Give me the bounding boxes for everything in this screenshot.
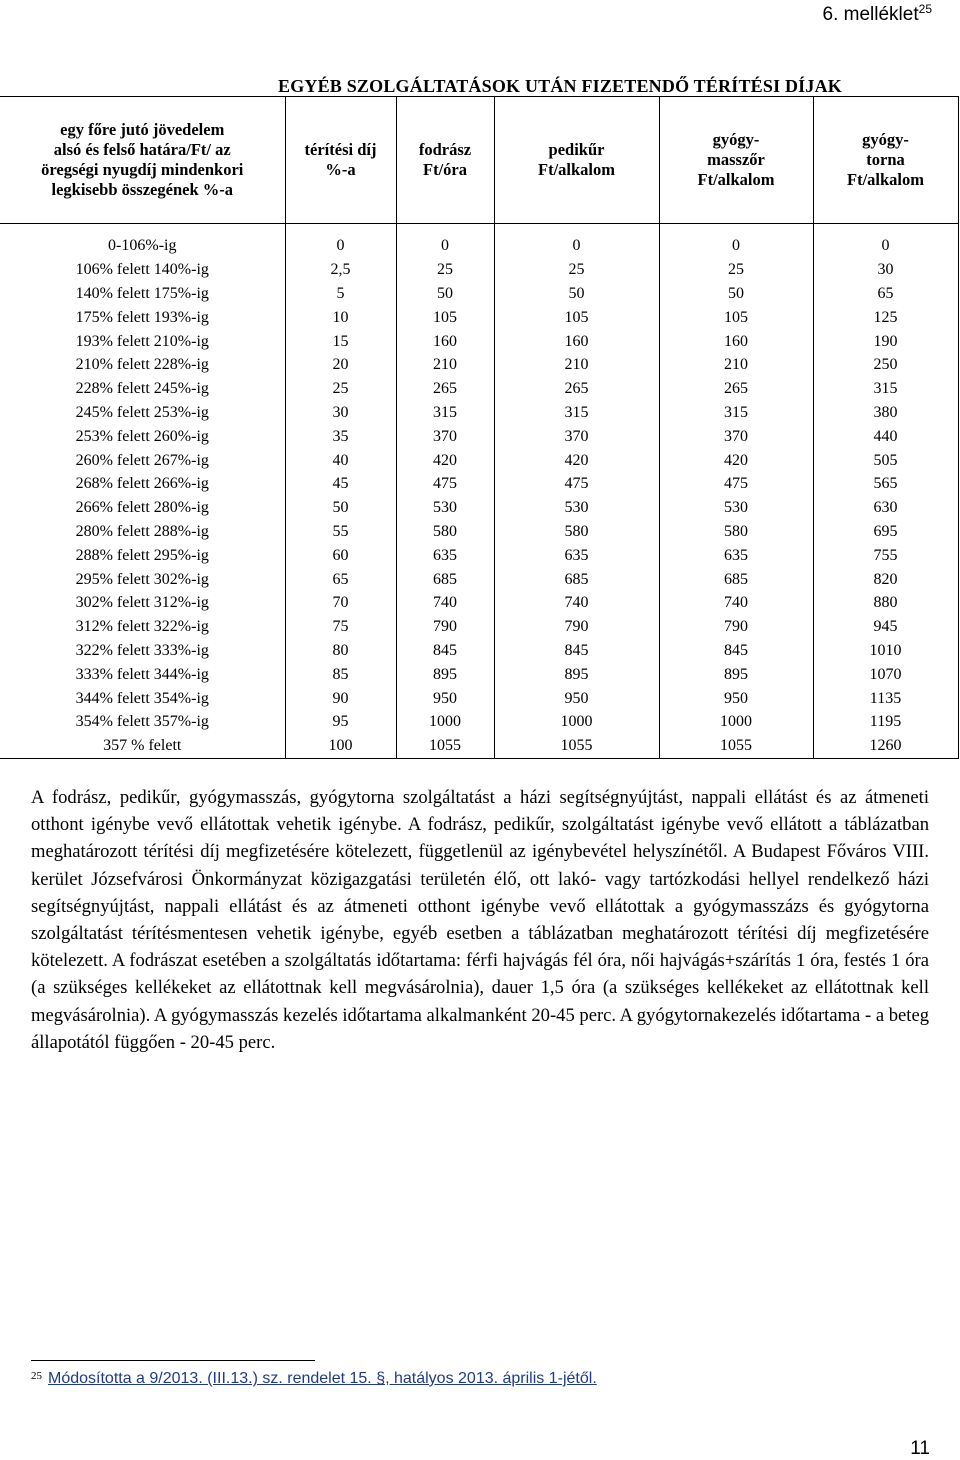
income-range-cell: 312% felett 322%-ig [0, 615, 285, 639]
fee-cell: 530 [396, 496, 494, 520]
fee-cell: 35 [285, 424, 396, 448]
fee-cell: 740 [659, 591, 813, 615]
fee-cell: 635 [659, 543, 813, 567]
fee-cell: 630 [813, 496, 958, 520]
income-range-cell: 228% felett 245%-ig [0, 377, 285, 401]
fee-cell: 210 [396, 353, 494, 377]
header-hairdresser [396, 97, 494, 224]
header-line: öregségi nyugdíj mindenkori [41, 160, 244, 179]
fee-cell: 265 [396, 377, 494, 401]
fee-cell: 895 [396, 662, 494, 686]
fee-cell: 950 [396, 686, 494, 710]
income-range-cell: 266% felett 280%-ig [0, 496, 285, 520]
fee-cell: 60 [285, 543, 396, 567]
fee-cell: 45 [285, 472, 396, 496]
fee-cell: 845 [494, 639, 659, 663]
fee-cell: 565 [813, 472, 958, 496]
header-line: legkisebb összegének %-a [51, 180, 233, 199]
page-number: 11 [910, 1438, 930, 1459]
fee-cell: 895 [659, 662, 813, 686]
income-range-cell: 253% felett 260%-ig [0, 424, 285, 448]
table-row [0, 258, 958, 282]
table-row [0, 353, 958, 377]
fee-cell: 580 [494, 520, 659, 544]
fee-cell: 790 [396, 615, 494, 639]
header-line: torna [866, 150, 905, 169]
fee-cell: 25 [659, 258, 813, 282]
fee-cell: 475 [396, 472, 494, 496]
spacer-cell [396, 224, 494, 235]
fee-cell: 755 [813, 543, 958, 567]
fee-cell: 475 [659, 472, 813, 496]
table-row [0, 734, 958, 758]
fee-cell: 1000 [494, 710, 659, 734]
income-range-cell: 354% felett 357%-ig [0, 710, 285, 734]
fee-cell: 50 [494, 282, 659, 306]
fee-cell: 5 [285, 282, 396, 306]
fee-cell: 105 [494, 305, 659, 329]
fee-cell: 0 [813, 234, 958, 258]
header-line: Ft/alkalom [847, 170, 924, 189]
fee-cell: 50 [396, 282, 494, 306]
header-income-range [0, 97, 285, 224]
fee-cell: 75 [285, 615, 396, 639]
income-range-cell: 106% felett 140%-ig [0, 258, 285, 282]
fee-cell: 950 [659, 686, 813, 710]
fee-cell: 0 [285, 234, 396, 258]
table-row [0, 329, 958, 353]
table-row [0, 234, 958, 258]
fee-cell: 0 [494, 234, 659, 258]
fee-cell: 695 [813, 520, 958, 544]
annex-label-text: 6. melléklet [822, 4, 919, 25]
spacer-cell [0, 224, 285, 235]
table-row [0, 472, 958, 496]
table-row [0, 377, 958, 401]
header-line: Ft/alkalom [538, 160, 615, 179]
fee-cell: 950 [494, 686, 659, 710]
footnote [31, 1370, 597, 1388]
fee-cell: 580 [396, 520, 494, 544]
header-line: alsó és felső határa/Ft/ az [53, 140, 231, 159]
fee-cell: 1000 [659, 710, 813, 734]
header-line: masszőr [707, 150, 765, 169]
footnote-text: Módosította a 9/2013. (III.13.) sz. rendelet 15. §, hatályos 2013. április 1-jétől. [48, 1370, 597, 1387]
table-title: EGYÉB SZOLGÁLTATÁSOK UTÁN FIZETENDŐ TÉRÍTÉSI DÍJAK [278, 76, 842, 96]
footnote-number: 25 [31, 1370, 42, 1382]
table-row [0, 496, 958, 520]
table-row [0, 543, 958, 567]
fee-cell: 190 [813, 329, 958, 353]
table-row [0, 401, 958, 425]
fee-cell: 105 [659, 305, 813, 329]
fee-cell: 0 [396, 234, 494, 258]
fee-cell: 65 [813, 282, 958, 306]
fee-cell: 685 [659, 567, 813, 591]
fee-cell: 30 [285, 401, 396, 425]
fee-cell: 945 [813, 615, 958, 639]
table-row [0, 448, 958, 472]
fee-cell: 790 [659, 615, 813, 639]
fee-cell: 1055 [396, 734, 494, 758]
table-body [0, 224, 958, 759]
spacer-cell [659, 224, 813, 235]
fee-cell: 1195 [813, 710, 958, 734]
fee-cell: 0 [659, 234, 813, 258]
table-row [0, 591, 958, 615]
fee-cell: 25 [285, 377, 396, 401]
income-range-cell: 175% felett 193%-ig [0, 305, 285, 329]
fee-cell: 1010 [813, 639, 958, 663]
spacer-cell [813, 224, 958, 235]
fee-cell: 315 [659, 401, 813, 425]
fee-cell: 530 [494, 496, 659, 520]
fee-cell: 580 [659, 520, 813, 544]
income-range-cell: 140% felett 175%-ig [0, 282, 285, 306]
fee-cell: 845 [396, 639, 494, 663]
fee-cell: 895 [494, 662, 659, 686]
table-row [0, 282, 958, 306]
header-line: fodrász [418, 140, 472, 159]
fee-cell: 30 [813, 258, 958, 282]
income-range-cell: 280% felett 288%-ig [0, 520, 285, 544]
fee-cell: 1135 [813, 686, 958, 710]
table-row [0, 662, 958, 686]
fee-cell: 10 [285, 305, 396, 329]
header-line: Ft/alkalom [697, 170, 775, 189]
fee-cell: 685 [494, 567, 659, 591]
fee-cell: 15 [285, 329, 396, 353]
fee-cell: 685 [396, 567, 494, 591]
header-line: %-a [325, 160, 356, 179]
table-row [0, 615, 958, 639]
income-range-cell: 302% felett 312%-ig [0, 591, 285, 615]
fee-cell: 420 [494, 448, 659, 472]
fee-cell: 315 [813, 377, 958, 401]
table-header-row [0, 97, 958, 224]
fee-cell: 635 [396, 543, 494, 567]
income-range-cell: 260% felett 267%-ig [0, 448, 285, 472]
fee-cell: 50 [285, 496, 396, 520]
table-row [0, 520, 958, 544]
fee-cell: 25 [494, 258, 659, 282]
income-range-cell: 0-106%-ig [0, 234, 285, 258]
fee-cell: 420 [396, 448, 494, 472]
income-range-cell: 295% felett 302%-ig [0, 567, 285, 591]
fee-cell: 210 [494, 353, 659, 377]
fee-cell: 505 [813, 448, 958, 472]
fee-cell: 530 [659, 496, 813, 520]
header-fee-percent [285, 97, 396, 224]
fee-cell: 1070 [813, 662, 958, 686]
fee-cell: 440 [813, 424, 958, 448]
fee-cell: 1260 [813, 734, 958, 758]
fee-cell: 25 [396, 258, 494, 282]
fee-cell: 210 [659, 353, 813, 377]
header-pedicure [494, 97, 659, 224]
fee-cell: 1055 [659, 734, 813, 758]
header-line: egy főre jutó jövedelem [60, 120, 225, 139]
header-line: pedikűr [548, 140, 605, 159]
fee-cell: 95 [285, 710, 396, 734]
fee-cell: 85 [285, 662, 396, 686]
income-range-cell: 288% felett 295%-ig [0, 543, 285, 567]
fee-cell: 790 [494, 615, 659, 639]
fee-cell: 125 [813, 305, 958, 329]
fee-cell: 315 [396, 401, 494, 425]
fee-cell: 820 [813, 567, 958, 591]
fee-cell: 740 [494, 591, 659, 615]
header-physiotherapy [813, 97, 958, 224]
annex-footnote-ref: 25 [918, 2, 932, 16]
fee-cell: 370 [659, 424, 813, 448]
header-line: térítési díj [304, 140, 377, 159]
fee-cell: 160 [396, 329, 494, 353]
fee-table [0, 96, 959, 759]
fee-cell: 160 [494, 329, 659, 353]
income-range-cell: 245% felett 253%-ig [0, 401, 285, 425]
fee-cell: 635 [494, 543, 659, 567]
table-spacer-row [0, 224, 958, 235]
fee-cell: 370 [494, 424, 659, 448]
fee-cell: 65 [285, 567, 396, 591]
fee-cell: 70 [285, 591, 396, 615]
fee-cell: 420 [659, 448, 813, 472]
table-row [0, 710, 958, 734]
fee-cell: 880 [813, 591, 958, 615]
fee-cell: 90 [285, 686, 396, 710]
fee-cell: 740 [396, 591, 494, 615]
header-massage [659, 97, 813, 224]
income-range-cell: 322% felett 333%-ig [0, 639, 285, 663]
fee-cell: 845 [659, 639, 813, 663]
income-range-cell: 357 % felett [0, 734, 285, 758]
annex-label [823, 4, 932, 26]
income-range-cell: 268% felett 266%-ig [0, 472, 285, 496]
header-line: Ft/óra [423, 160, 467, 179]
header-line: gyógy- [712, 130, 760, 149]
table-row [0, 305, 958, 329]
fee-cell: 380 [813, 401, 958, 425]
table-row [0, 686, 958, 710]
spacer-cell [494, 224, 659, 235]
table-row [0, 424, 958, 448]
fee-cell: 2,5 [285, 258, 396, 282]
fee-cell: 100 [285, 734, 396, 758]
table-row [0, 567, 958, 591]
fee-cell: 80 [285, 639, 396, 663]
table-row [0, 639, 958, 663]
income-range-cell: 344% felett 354%-ig [0, 686, 285, 710]
header-line: gyógy- [862, 130, 909, 149]
fee-cell: 160 [659, 329, 813, 353]
income-range-cell: 210% felett 228%-ig [0, 353, 285, 377]
fee-cell: 265 [659, 377, 813, 401]
fee-cell: 265 [494, 377, 659, 401]
spacer-cell [285, 224, 396, 235]
fee-cell: 105 [396, 305, 494, 329]
fee-cell: 370 [396, 424, 494, 448]
fee-cell: 475 [494, 472, 659, 496]
income-range-cell: 193% felett 210%-ig [0, 329, 285, 353]
footnote-divider [31, 1360, 315, 1361]
fee-cell: 55 [285, 520, 396, 544]
fee-cell: 250 [813, 353, 958, 377]
fee-cell: 315 [494, 401, 659, 425]
fee-cell: 1055 [494, 734, 659, 758]
explanatory-paragraph: A fodrász, pedikűr, gyógymasszás, gyógytorna szolgáltatást a házi segítségnyújtást, nappali ellátást és az átmeneti otthont igénybe vevő ellátottak vehetik igénybe. A fodrász, pedikűr, szolgáltatást igénybe vevő ellátott a táblázatban meghatározott térítési díj megfizetésére kötelezett, függetlenül az igénybevétel helyszínétől. A Budapest Főváros VIII. kerület Józsefvárosi Önkormányzat közigazgatási területén élő, ott lakó- vagy tartózkodási hellyel rendelkező házi segítségnyújtást, nappali ellátást és az átmeneti otthont igénybe vevő ellátottak a gyógymasszázs és gyógytorna szolgáltatást térítésmentesen vehetik igénybe, egyéb esetben a táblázatban meghatározott térítési díj megfizetésére kötelezett. A fodrászat esetében a szolgáltatás időtartama: férfi hajvágás fél óra, női hajvágás+szárítás 1 óra, festés 1 óra (a szükséges kellékeket az ellátottnak kell megvásárolnia), dauer 1,5 óra (a szükséges kellékeket az ellátottnak kell megvásárolnia). A gyógymasszás kezelés időtartama alkalmanként 20-45 perc. A gyógytornakezelés időtartama - a beteg állapotától függően - 20-45 perc. [31, 787, 929, 1053]
fee-cell: 50 [659, 282, 813, 306]
fee-cell: 1000 [396, 710, 494, 734]
fee-cell: 20 [285, 353, 396, 377]
fee-cell: 40 [285, 448, 396, 472]
income-range-cell: 333% felett 344%-ig [0, 662, 285, 686]
